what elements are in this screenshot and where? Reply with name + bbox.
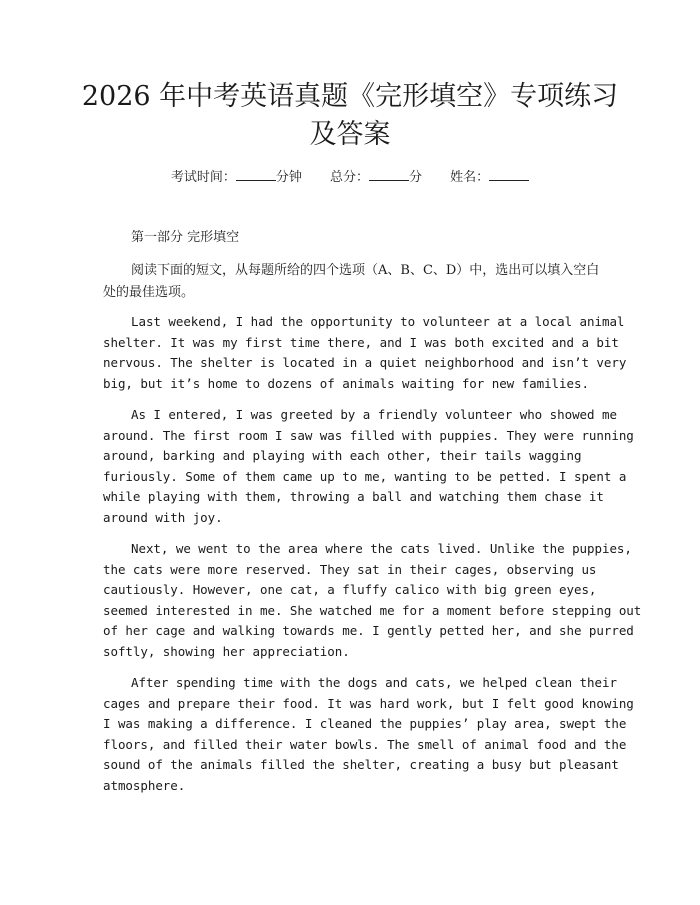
score-blank — [369, 168, 409, 181]
passage-paragraph-2 — [103, 405, 634, 528]
exam-meta — [0, 168, 700, 187]
score-label: 总分： — [329, 170, 369, 185]
paragraph-line: of her cage and walking towards me. I gently petted her, and she purred — [103, 623, 634, 638]
paragraph-line: After spending time with the dogs and cats, we helped clean their — [131, 675, 617, 690]
document-title — [60, 78, 640, 154]
paragraph-line: seemed interested in me. She watched me for a moment before stepping out — [103, 602, 642, 618]
passage-paragraph-1 — [103, 312, 627, 394]
score-unit: 分 — [409, 170, 423, 185]
paragraph-line: cages and prepare their food. It was hard work, but I felt good knowing — [103, 695, 634, 711]
paragraph-line: around with joy. — [103, 509, 223, 525]
paragraph-line: As I entered, I was greeted by a friendly volunteer who showed me — [131, 407, 617, 422]
paragraph-line: sound of the animals filled the shelter, creating a busy but pleasant — [103, 757, 619, 772]
title-line-2: 及答案 — [309, 119, 391, 150]
paragraph-line: furiously. Some of them came up to me, wanting to be petted. I spent a — [103, 468, 627, 484]
paragraph-line: nervous. The shelter is located in a quiet neighborhood and isn’t very — [103, 355, 627, 370]
paragraph-line: around. The first room I saw was filled with puppies. They were running — [103, 427, 634, 443]
paragraph-line: the cats were more reserved. They sat in their cages, observing us — [103, 561, 597, 577]
instruction-text: 阅读下面的短文，从每题所给的四个选项（A、B、C、D）中，选出可以填入空白处的最佳选项。 — [103, 263, 600, 300]
paragraph-line: softly, showing her appreciation. — [103, 643, 350, 659]
passage-paragraph-3 — [103, 539, 642, 662]
time-label: 考试时间： — [170, 170, 236, 185]
paragraph-line: floors, and filled their water bowls. The smell of animal food and the — [103, 736, 627, 752]
paragraph-line: I was making a difference. I cleaned the puppies’ play area, swept the — [103, 716, 627, 731]
paragraph-line: around, barking and playing with each other, their tails wagging — [103, 448, 582, 463]
paragraph-line: Next, we went to the area where the cats lived. Unlike the puppies, — [131, 541, 632, 556]
time-blank — [236, 168, 276, 181]
paragraph-line: Last weekend, I had the opportunity to volunteer at a local animal — [131, 314, 625, 329]
title-line-1: 2026 年中考英语真题《完形填空》专项练习 — [81, 81, 619, 112]
paragraph-line: cautiously. However, one cat, a fluffy calico with big green eyes, — [103, 582, 597, 597]
exam-score — [330, 168, 422, 187]
name-blank — [489, 168, 529, 181]
exam-time — [171, 168, 302, 187]
paragraph-line: shelter. It was my first time there, and I was both excited and a bit — [103, 334, 619, 350]
exam-name — [450, 168, 529, 187]
passage-paragraph-4 — [103, 673, 634, 796]
paragraph-line: big, but it’s home to dozens of animals waiting for new families. — [103, 375, 589, 391]
time-unit: 分钟 — [275, 170, 302, 185]
paragraph-line: atmosphere. — [103, 777, 186, 793]
section-heading: 第一部分 完形填空 — [131, 230, 240, 245]
paragraph-line: while playing with them, throwing a ball and watching them chase it — [103, 489, 604, 504]
name-label: 姓名： — [450, 170, 490, 185]
